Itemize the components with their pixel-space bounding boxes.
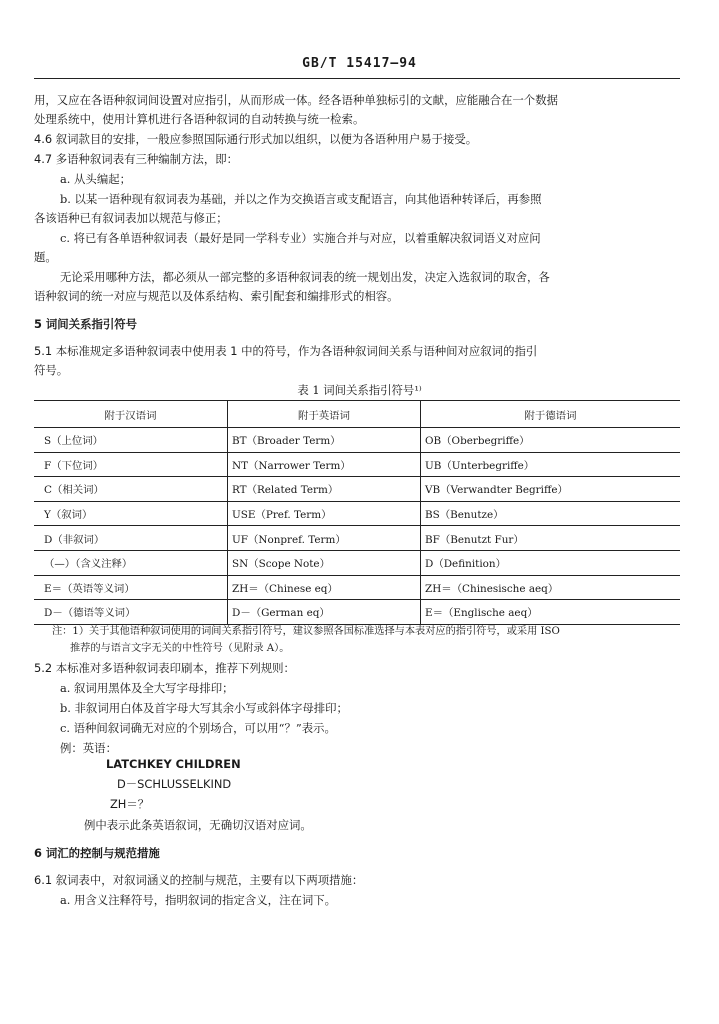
table-cell: BF（Benutzt Fur） bbox=[420, 526, 680, 550]
table-cell: D－（德语等义词） bbox=[44, 607, 136, 620]
table-cell: E＝（Englische aeq） bbox=[420, 600, 680, 624]
table-cell: S（上位词） bbox=[44, 435, 104, 448]
clause-5-2: 5.2 本标准对多语种叙词表印刷本，推荐下列规则： bbox=[34, 661, 295, 675]
clause-6-1: 6.1 叙词表中，对叙词涵义的控制与规范，主要有以下两项措施： bbox=[34, 873, 364, 887]
list-item-b: b. 以某一语种现有叙词表为基础，并以之作为交换语言或支配语言，向其他语种转译后，再参照 bbox=[60, 192, 542, 206]
table-header-row bbox=[34, 401, 680, 428]
table-row bbox=[34, 600, 680, 624]
column-header: 附于汉语词 bbox=[104, 409, 157, 422]
section-6-heading: 6 词汇的控制与规范措施 bbox=[34, 846, 160, 860]
table-row bbox=[34, 526, 680, 551]
table-row bbox=[34, 502, 680, 527]
body-line: 用，又应在各语种叙词间设置对应指引，从而形成一体。经各语种单独标引的文献，应能融合在一个数据 bbox=[34, 93, 558, 107]
list-item-c: c. 将已有各单语种叙词表（最好是同一学科专业）实施合并与对应，以着重解决叙词语义对应问 bbox=[60, 231, 541, 245]
table-cell: D（Definition） bbox=[420, 551, 680, 575]
body-line: 处理系统中，使用计算机进行各语种叙词的自动转换与统一检索。 bbox=[34, 112, 365, 126]
example-english-term: LATCHKEY CHILDREN bbox=[106, 757, 241, 771]
table-cell: VB（Verwandter Begriffe） bbox=[420, 477, 680, 501]
header-rule bbox=[34, 78, 680, 79]
table-footnote: 推荐的与语言文字无关的中性符号（见附录 A）。 bbox=[70, 643, 290, 654]
table-cell: （—）（含义注释） bbox=[44, 558, 133, 571]
clause-4-6: 4.6 叙词款目的安排，一般应参照国际通行形式加以组织，以便为各语种用户易于接受。 bbox=[34, 132, 478, 146]
table-cell: Y（叙词） bbox=[44, 509, 93, 522]
example-label: 例：英语： bbox=[60, 741, 117, 755]
table-row bbox=[34, 453, 680, 478]
table-footnote: 注：1）关于其他语种叙词使用的词间关系指引符号，建议参照各国标准选择与本表对应的指引符号，或采用 ISO bbox=[52, 626, 560, 637]
table-cell: USE（Pref. Term） bbox=[227, 502, 420, 526]
section-5-heading: 5 词间关系指引符号 bbox=[34, 317, 138, 331]
list-item-a: a. 从头编起； bbox=[60, 172, 131, 186]
standard-code-header: GB/T 15417—94 bbox=[302, 56, 417, 71]
table-row bbox=[34, 551, 680, 576]
table-row bbox=[34, 576, 680, 601]
table-cell: NT（Narrower Term） bbox=[227, 453, 420, 477]
relation-symbols-table bbox=[34, 400, 680, 625]
table-cell: D（非叙词） bbox=[44, 533, 105, 546]
table-cell: RT（Related Term） bbox=[227, 477, 420, 501]
example-note: 例中表示此条英语叙词，无确切汉语对应词。 bbox=[84, 818, 312, 832]
body-line: 无论采用哪种方法，都必须从一部完整的多语种叙词表的统一规划出发，决定入选叙词的取舍，各 bbox=[60, 270, 550, 284]
table-cell: D－（German eq） bbox=[227, 600, 420, 624]
table-caption: 表 1 词间关系指引符号¹⁾ bbox=[297, 383, 422, 397]
list-item-a: a. 用含义注释符号，指明叙词的指定含义，注在词下。 bbox=[60, 893, 337, 907]
body-line: 各该语种已有叙词表加以规范与修正； bbox=[34, 211, 228, 225]
list-item-b: b. 非叙词用白体及首字母大写其余小写或斜体字母排印； bbox=[60, 701, 348, 715]
table-cell: SN（Scope Note） bbox=[227, 551, 420, 575]
table-cell: UB（Unterbegriffe） bbox=[420, 453, 680, 477]
table-cell: C（相关词） bbox=[44, 484, 104, 497]
example-german-equivalent: D－SCHLUSSELKIND bbox=[117, 777, 232, 791]
body-line: 符号。 bbox=[34, 363, 69, 377]
column-header: 附于英语词 bbox=[227, 401, 420, 427]
list-item-a: a. 叙词用黑体及全大写字母排印； bbox=[60, 681, 234, 695]
table-cell: BS（Benutze） bbox=[420, 502, 680, 526]
table-cell: ZH＝（Chinese eq） bbox=[227, 576, 420, 600]
table-cell: UF（Nonpref. Term） bbox=[227, 526, 420, 550]
table-cell: E＝（英语等义词） bbox=[44, 582, 135, 595]
body-line: 语种叙词的统一对应与规范以及体系结构、索引配套和编排形式的相容。 bbox=[34, 289, 399, 303]
list-item-c: c. 语种间叙词确无对应的个别场合，可以用“？”表示。 bbox=[60, 721, 336, 735]
body-line: 题。 bbox=[34, 250, 57, 264]
table-cell: F（下位词） bbox=[44, 459, 104, 472]
table-row bbox=[34, 428, 680, 453]
table-cell: OB（Oberbegriffe） bbox=[420, 428, 680, 452]
table-row bbox=[34, 477, 680, 502]
example-chinese-equivalent: ZH＝？ bbox=[110, 797, 150, 811]
table-cell: BT（Broader Term） bbox=[227, 428, 420, 452]
clause-4-7: 4.7 多语种叙词表有三种编制方法，即： bbox=[34, 152, 238, 166]
clause-5-1: 5.1 本标准规定多语种叙词表中使用表 1 中的符号，作为各语种叙词间关系与语种间对应叙词的指引 bbox=[34, 344, 538, 358]
column-header: 附于德语词 bbox=[420, 401, 680, 427]
table-cell: ZH＝（Chinesische aeq） bbox=[420, 576, 680, 600]
